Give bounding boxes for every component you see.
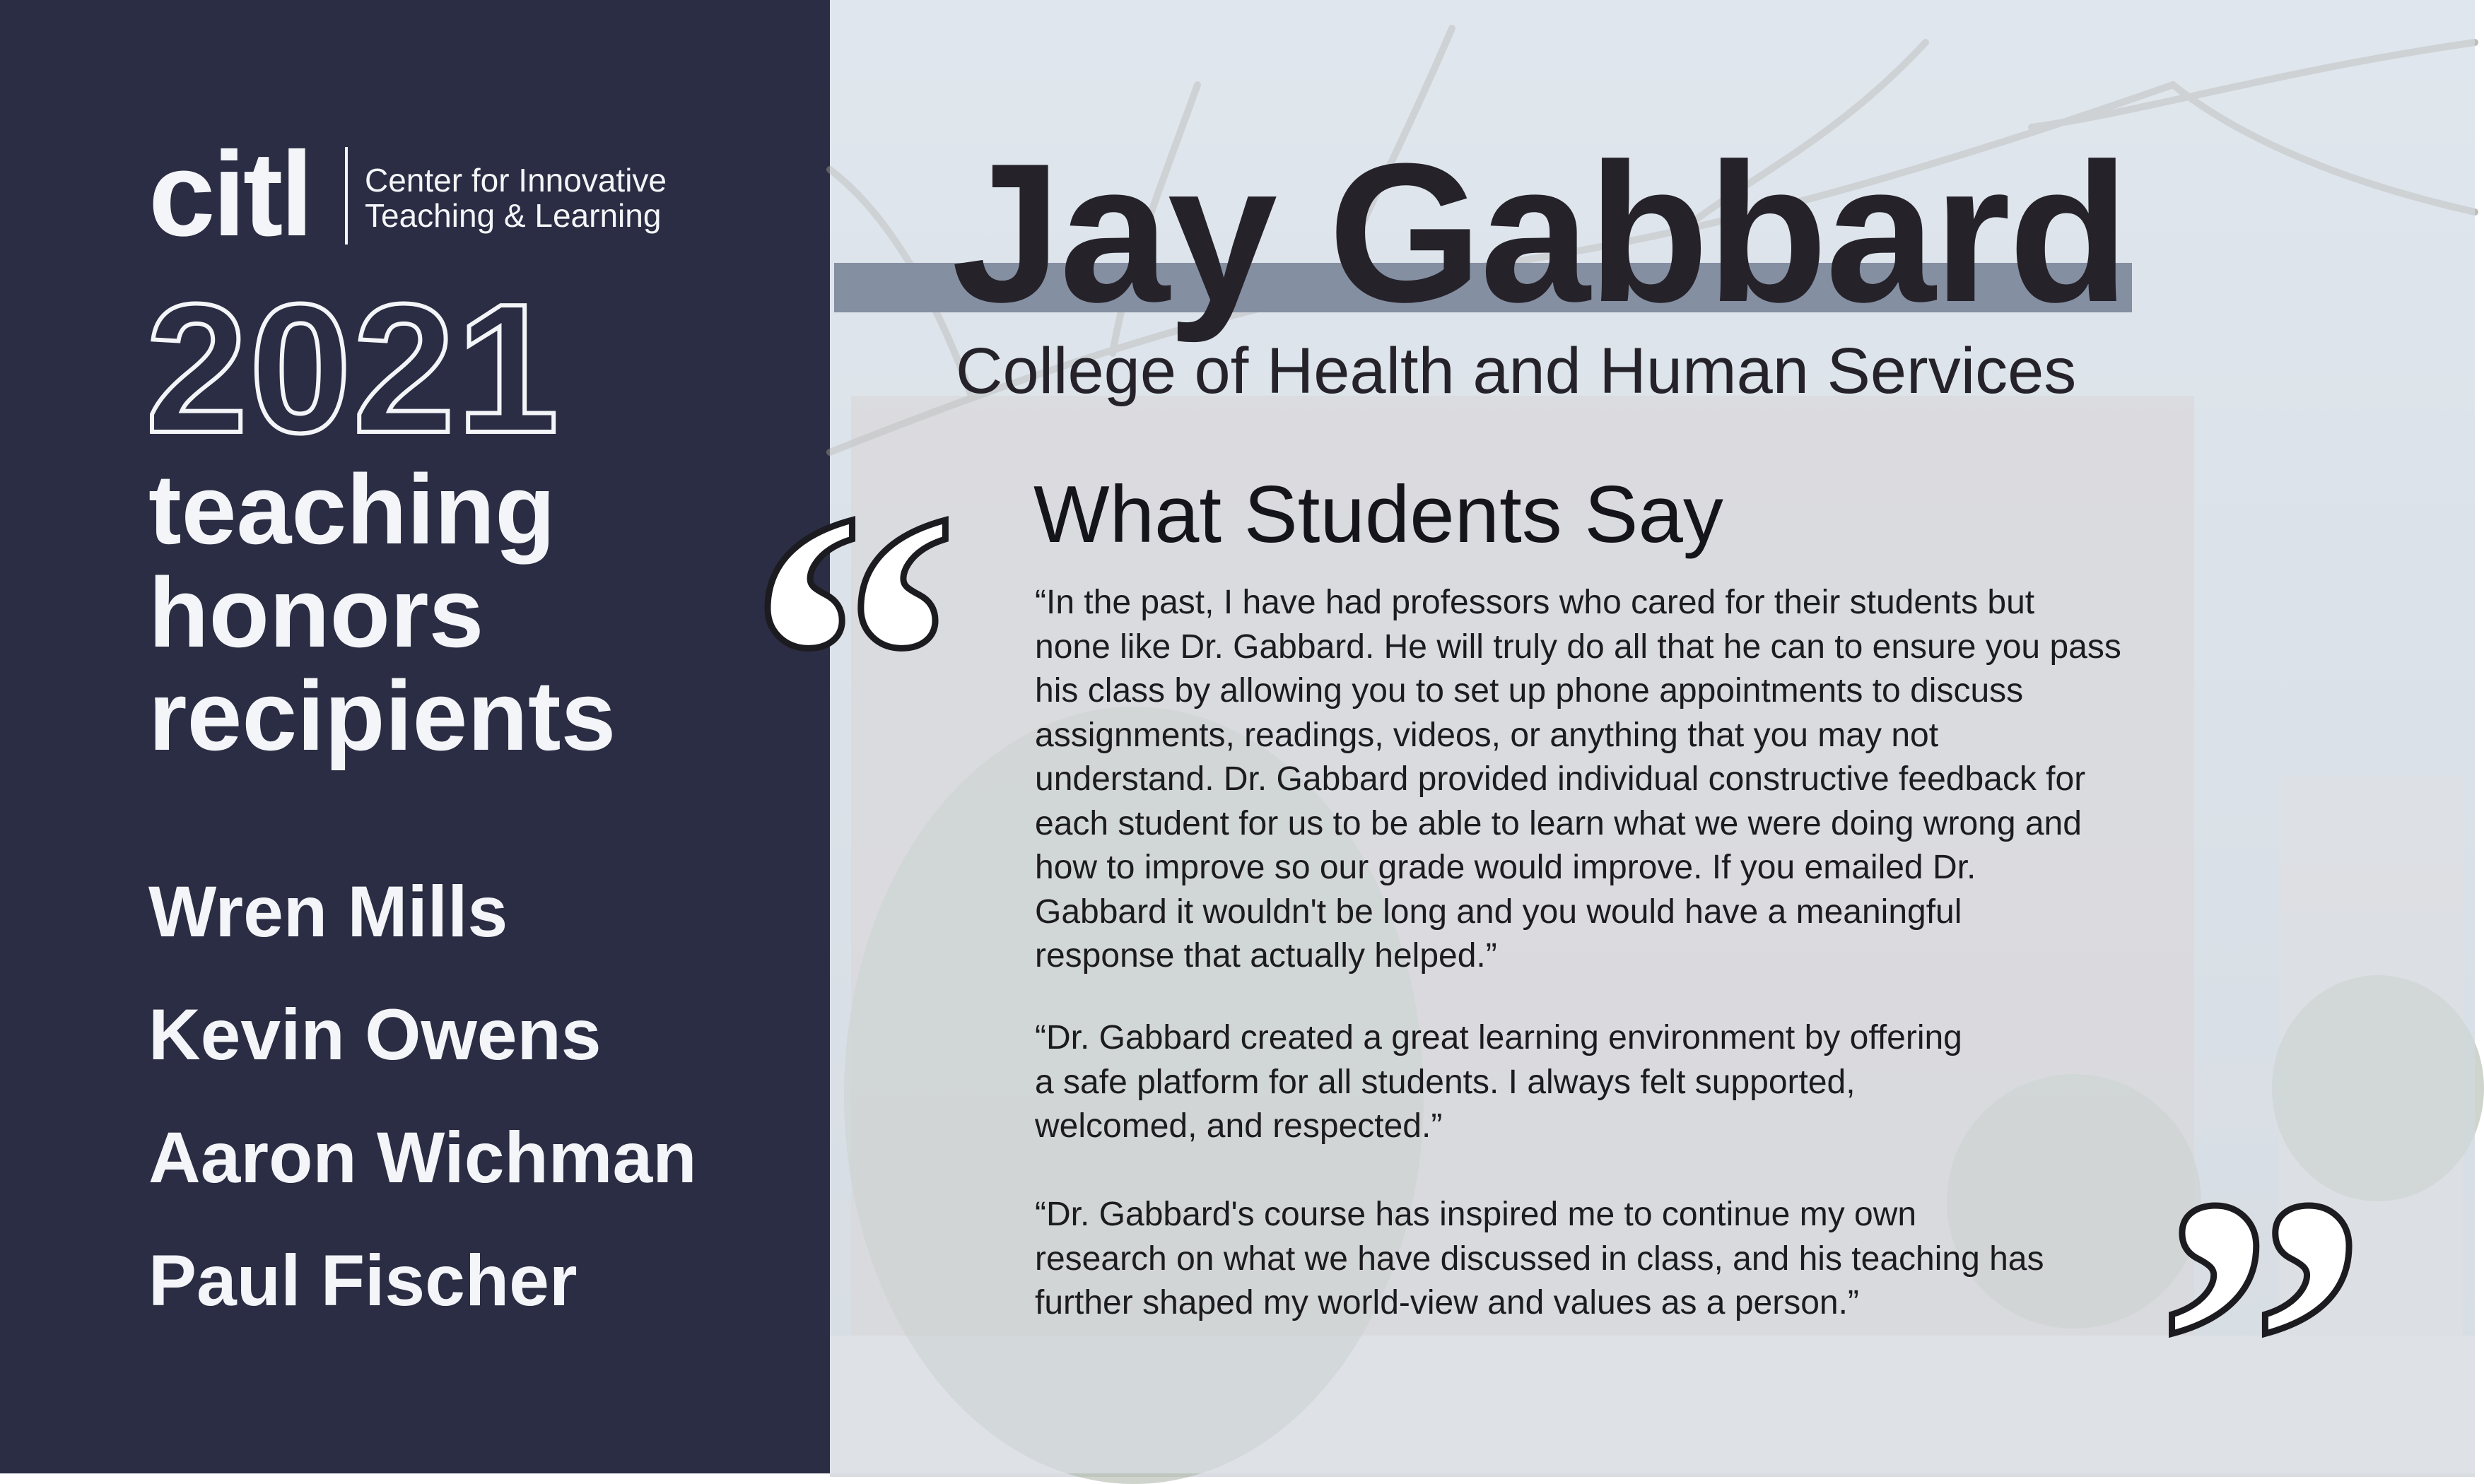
quote-line: “Dr. Gabbard's course has inspired me to continue my own [1035,1196,1917,1233]
logo-subtitle-line-2: Teaching & Learning [365,197,662,234]
student-quote [1035,1193,2044,1326]
honors-line-2: honors [148,557,484,668]
quote-line: assignments, readings, videos, or anything that you may not [1035,716,1939,754]
student-quote [1035,581,2121,979]
logo-subtitle [365,163,667,233]
quote-line: “In the past, I have had professors who cared for their students but [1035,584,2035,621]
quote-line: Gabbard it wouldn't be long and you would have a meaningful [1035,893,1962,931]
quote-line: each student for us to be able to learn what we were doing wrong and [1035,804,2082,842]
quote-line: welcomed, and respected.” [1035,1107,1443,1145]
recipient-name: Kevin Owens [148,994,602,1075]
quote-line: response that actually helped.” [1035,937,1497,974]
year-heading: 2021 [146,266,561,471]
svg-text:“: “ [747,424,959,894]
recipient-name: Wren Mills [148,871,508,952]
recipient-name: Paul Fischer [148,1240,578,1321]
quote-line: his class by allowing you to set up phone appointments to discuss [1035,672,2024,709]
teaching-honors-heading [148,454,785,771]
quote-line: understand. Dr. Gabbard provided individual constructive feedback for [1035,760,2086,798]
section-title: What Students Say [1033,470,1723,560]
quote-line: a safe platform for all students. I always felt supported, [1035,1063,1856,1101]
left-panel [0,0,830,1473]
featured-name: Jay Gabbard [951,123,2128,343]
logo-divider [345,147,348,245]
student-quote [1035,1016,1962,1149]
logo-subtitle-line-1: Center for Innovative [365,162,667,199]
recipient-name: Aaron Wichman [148,1117,697,1198]
quote-line: research on what we have discussed in class, and his teaching has [1035,1239,2044,1278]
logo-wordmark: citl [148,127,311,261]
quote-line: none like Dr. Gabbard. He will truly do all that he can to ensure you pass [1035,628,2121,666]
open-quote-icon [747,424,1014,894]
honors-line-1: teaching [148,454,556,565]
svg-text:”: ” [2156,1109,2368,1484]
quote-line: further shaped my world-view and values as a person.” [1035,1284,1859,1321]
quote-line: how to improve so our grade would improve. If you emailed Dr. [1035,849,1976,886]
featured-college: College of Health and Human Services [956,335,2077,407]
close-quote-icon [2156,1109,2418,1484]
honors-line-3: recipients [148,660,616,771]
quote-line: “Dr. Gabbard created a great learning environment by offering [1035,1019,1962,1056]
